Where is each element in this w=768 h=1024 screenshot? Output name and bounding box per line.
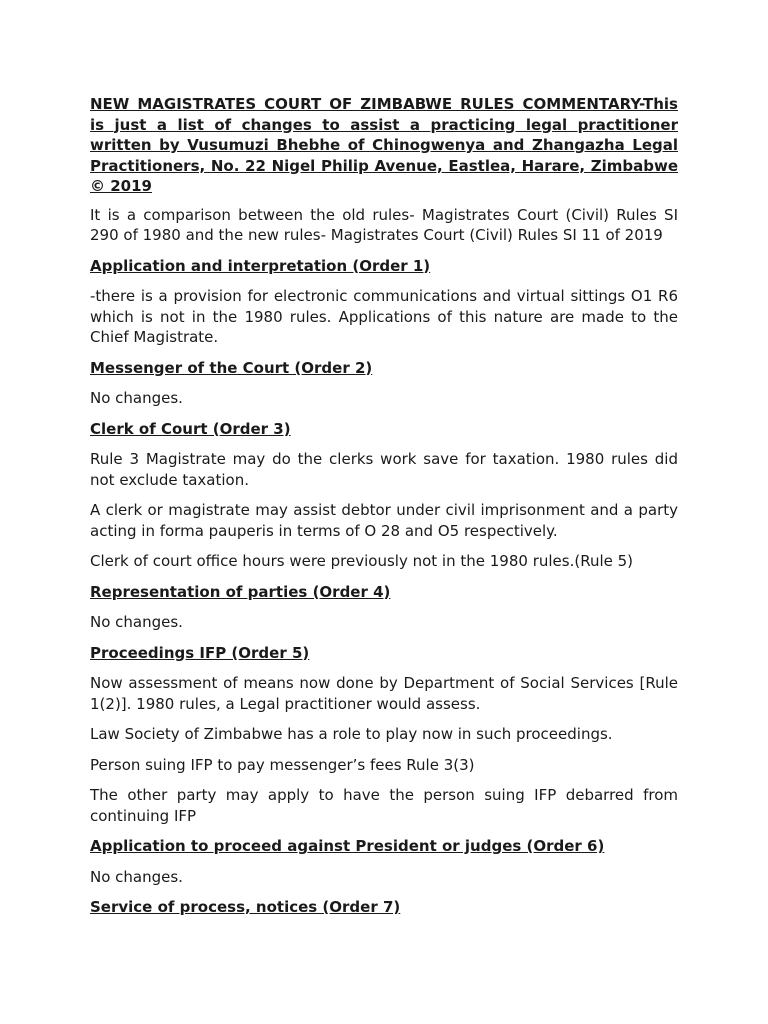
section-paragraph: No changes. [90, 613, 183, 631]
section-heading-order-4: Representation of parties (Order 4) [90, 582, 391, 601]
section-heading-order-6: Application to proceed against President or judges (Order 6) [90, 837, 605, 855]
section-paragraph: No changes. [90, 389, 183, 407]
intro-paragraph: It is a comparison between the old rules- Magistrates Court (Civil) Rules SI 290 of 1980 and the new rules- Magistrates Court (Civil) Rules SI 11 of 2019 [90, 205, 678, 244]
section-heading-order-7: Service of process, notices (Order 7) [90, 898, 401, 916]
section-paragraph: Law Society of Zimbabwe has a role to play now in such proceedings. [90, 725, 613, 743]
section-heading-order-5: Proceedings IFP (Order 5) [90, 643, 310, 662]
section-paragraph: Rule 3 Magistrate may do the clerks work save for taxation. 1980 rules did not exclude taxation. [90, 450, 678, 489]
section-paragraph: -there is a provision for electronic communications and virtual sittings O1 R6 which is not in the 1980 rules. Applications of this nature are made to the Chief Magistrate. [90, 287, 678, 346]
document-page [90, 94, 678, 928]
section-paragraph: Clerk of court office hours were previously not in the 1980 rules.(Rule 5) [90, 552, 634, 570]
section-paragraph: Person suing IFP to pay messenger’s fees Rule 3(3) [90, 755, 475, 774]
document-title: NEW MAGISTRATES COURT OF ZIMBABWE RULES COMMENTARY-This is just a list of changes to assist a practicing legal practitioner written by Vusumuzi Bhebhe of Chinogwenya and Zhangazha Legal Practitioners, No. 22 Nigel Philip Avenue, Eastlea, Harare, Zimbabwe © 2019 [90, 95, 678, 195]
section-paragraph: Now assessment of means now done by Department of Social Services [Rule 1(2)]. 1980 rules, a Legal practitioner would assess. [90, 674, 678, 713]
section-paragraph: No changes. [90, 867, 183, 886]
section-heading-order-1: Application and interpretation (Order 1) [90, 256, 431, 275]
section-heading-order-3: Clerk of Court (Order 3) [90, 419, 291, 438]
section-paragraph: A clerk or magistrate may assist debtor under civil imprisonment and a party acting in forma pauperis in terms of O 28 and O5 respectively. [90, 501, 678, 540]
section-heading-order-2: Messenger of the Court (Order 2) [90, 358, 373, 377]
section-paragraph: The other party may apply to have the person suing IFP debarred from continuing IFP [90, 786, 678, 825]
